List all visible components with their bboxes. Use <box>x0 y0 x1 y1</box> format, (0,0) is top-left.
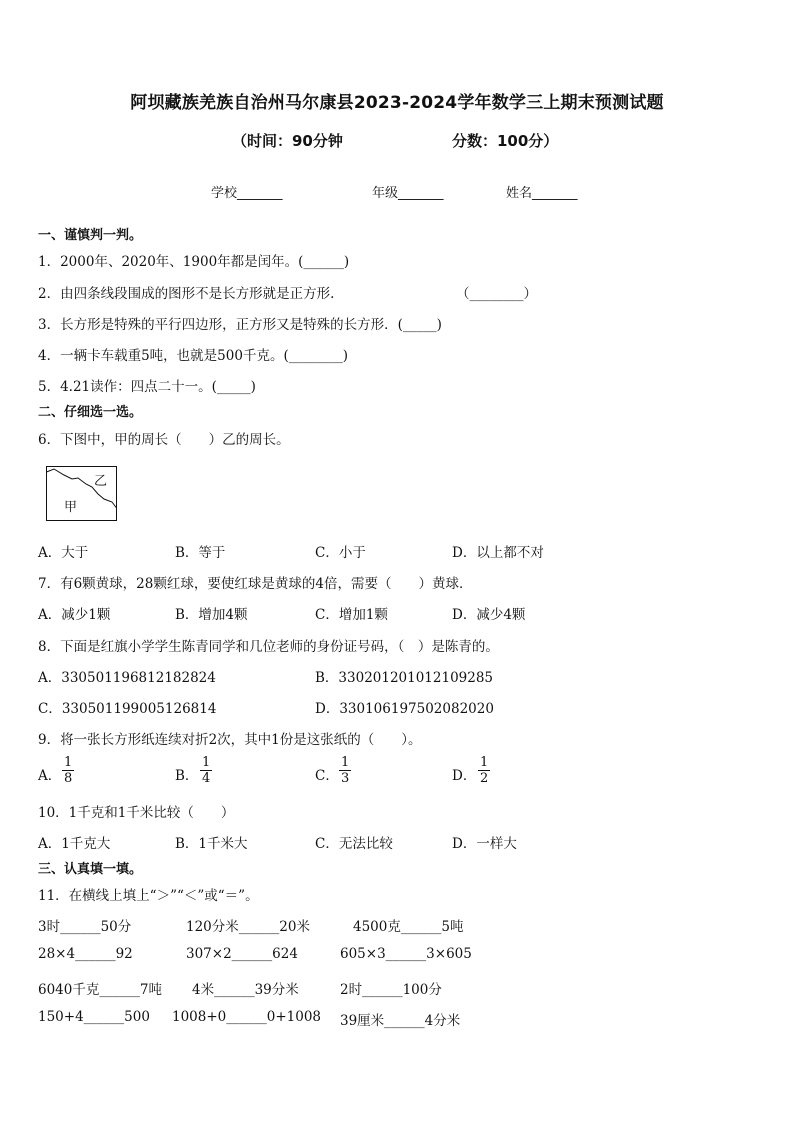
section-heading-choice: 二、仔细选一选。 <box>38 405 143 420</box>
q7-option-c: C．增加1颗 <box>315 607 388 623</box>
q6-option-a: A．大于 <box>38 545 89 561</box>
label-yi: 乙 <box>94 474 108 489</box>
question-9: 9．将一张长方形纸连续对折2次，其中1份是这张纸的（ ）。 <box>38 732 422 748</box>
q6-option-c: C．小于 <box>315 545 366 561</box>
q8-option-c: C．330501199005126814 <box>38 701 217 717</box>
question-2-blank: （________） <box>456 286 537 302</box>
q7-option-d: D．减少4颗 <box>452 607 526 623</box>
compare-item: 605×3______3×605 <box>340 946 472 962</box>
q9-option-c-letter: C． <box>315 768 339 784</box>
compare-item: 307×2______624 <box>186 946 298 962</box>
fraction-numerator: 1 <box>64 755 73 770</box>
page-title: 阿坝藏族羌族自治州马尔康县2023-2024学年数学三上期末预测试题 <box>130 93 664 113</box>
question-1: 1．2000年、2020年、1900年都是闰年。(______) <box>38 254 350 270</box>
q9-option-a-fraction <box>62 755 74 786</box>
compare-item: 150+4______500 <box>38 1009 150 1025</box>
section-heading-judge: 一、谨慎判一判。 <box>38 228 143 243</box>
q8-option-b: B．330201201012109285 <box>315 670 494 686</box>
compare-item: 120分米______20米 <box>186 919 310 935</box>
q9-option-d-fraction <box>478 755 490 786</box>
question-11: 11．在横线上填上“＞”“＜”或“＝”。 <box>38 888 259 904</box>
q9-option-b-letter: B． <box>175 768 199 784</box>
q10-option-c: C．无法比较 <box>315 836 393 852</box>
fraction-denominator: 8 <box>64 771 73 786</box>
fraction-numerator: 1 <box>480 755 489 770</box>
section-heading-fill: 三、认真填一填。 <box>38 862 143 877</box>
compare-item: 3时______50分 <box>38 919 132 935</box>
name-field: 姓名_______ <box>506 186 578 201</box>
q7-option-b: B．增加4颗 <box>175 607 248 623</box>
q8-option-d: D．330106197502082020 <box>315 701 494 717</box>
question-4: 4．一辆卡车载重5吨，也就是500千克。(________) <box>38 348 348 364</box>
fraction-numerator: 1 <box>341 755 350 770</box>
question-7: 7．有6颗黄球，28颗红球，要使红球是黄球的4倍，需要（ ）黄球． <box>38 576 473 592</box>
perimeter-figure-svg <box>46 466 118 522</box>
question-10: 10．1千克和1千米比较（ ） <box>38 805 235 821</box>
question-3: 3．长方形是特殊的平行四边形，正方形又是特殊的长方形．(_____) <box>38 317 442 333</box>
perimeter-figure <box>46 466 118 526</box>
score-label: 分数：100分） <box>452 132 559 150</box>
q9-option-c-fraction <box>339 755 351 786</box>
q7-option-a: A．减少1颗 <box>38 607 111 623</box>
question-2: 2．由四条线段围成的图形不是长方形就是正方形. <box>38 286 335 302</box>
label-jia: 甲 <box>64 500 78 515</box>
fraction-denominator: 4 <box>202 771 211 786</box>
school-field: 学校_______ <box>211 186 283 201</box>
q10-option-b: B．1千米大 <box>175 836 248 852</box>
time-label: （时间：90分钟 <box>232 132 343 150</box>
q9-option-d-letter: D． <box>452 768 477 784</box>
q8-option-a: A．330501196812182824 <box>38 670 216 686</box>
compare-item: 6040千克______7吨 <box>38 982 162 998</box>
fraction-denominator: 2 <box>480 771 489 786</box>
q9-option-a-letter: A． <box>38 768 62 784</box>
q10-option-d: D．一样大 <box>452 836 517 852</box>
question-6: 6．下图中，甲的周长（ ）乙的周长。 <box>38 432 290 448</box>
compare-item: 4500克______5吨 <box>353 919 464 935</box>
q9-option-b-fraction <box>200 755 212 786</box>
grade-field: 年级_______ <box>372 186 444 201</box>
compare-item: 4米______39分米 <box>192 982 299 998</box>
compare-item: 28×4______92 <box>38 946 133 962</box>
q10-option-a: A．1千克大 <box>38 836 111 852</box>
q6-option-d: D．以上都不对 <box>452 545 544 561</box>
fraction-numerator: 1 <box>202 755 211 770</box>
compare-item: 1008+0______0+1008 <box>172 1009 322 1025</box>
q6-option-b: B．等于 <box>175 545 226 561</box>
question-5: 5．4.21读作：四点二十一。(_____) <box>38 379 256 395</box>
question-8: 8．下面是红旗小学学生陈青同学和几位老师的身份证号码，（ ）是陈青的。 <box>38 639 499 655</box>
compare-item: 39厘米______4分米 <box>340 1013 461 1029</box>
fraction-denominator: 3 <box>341 771 350 786</box>
compare-item: 2时______100分 <box>340 982 442 998</box>
